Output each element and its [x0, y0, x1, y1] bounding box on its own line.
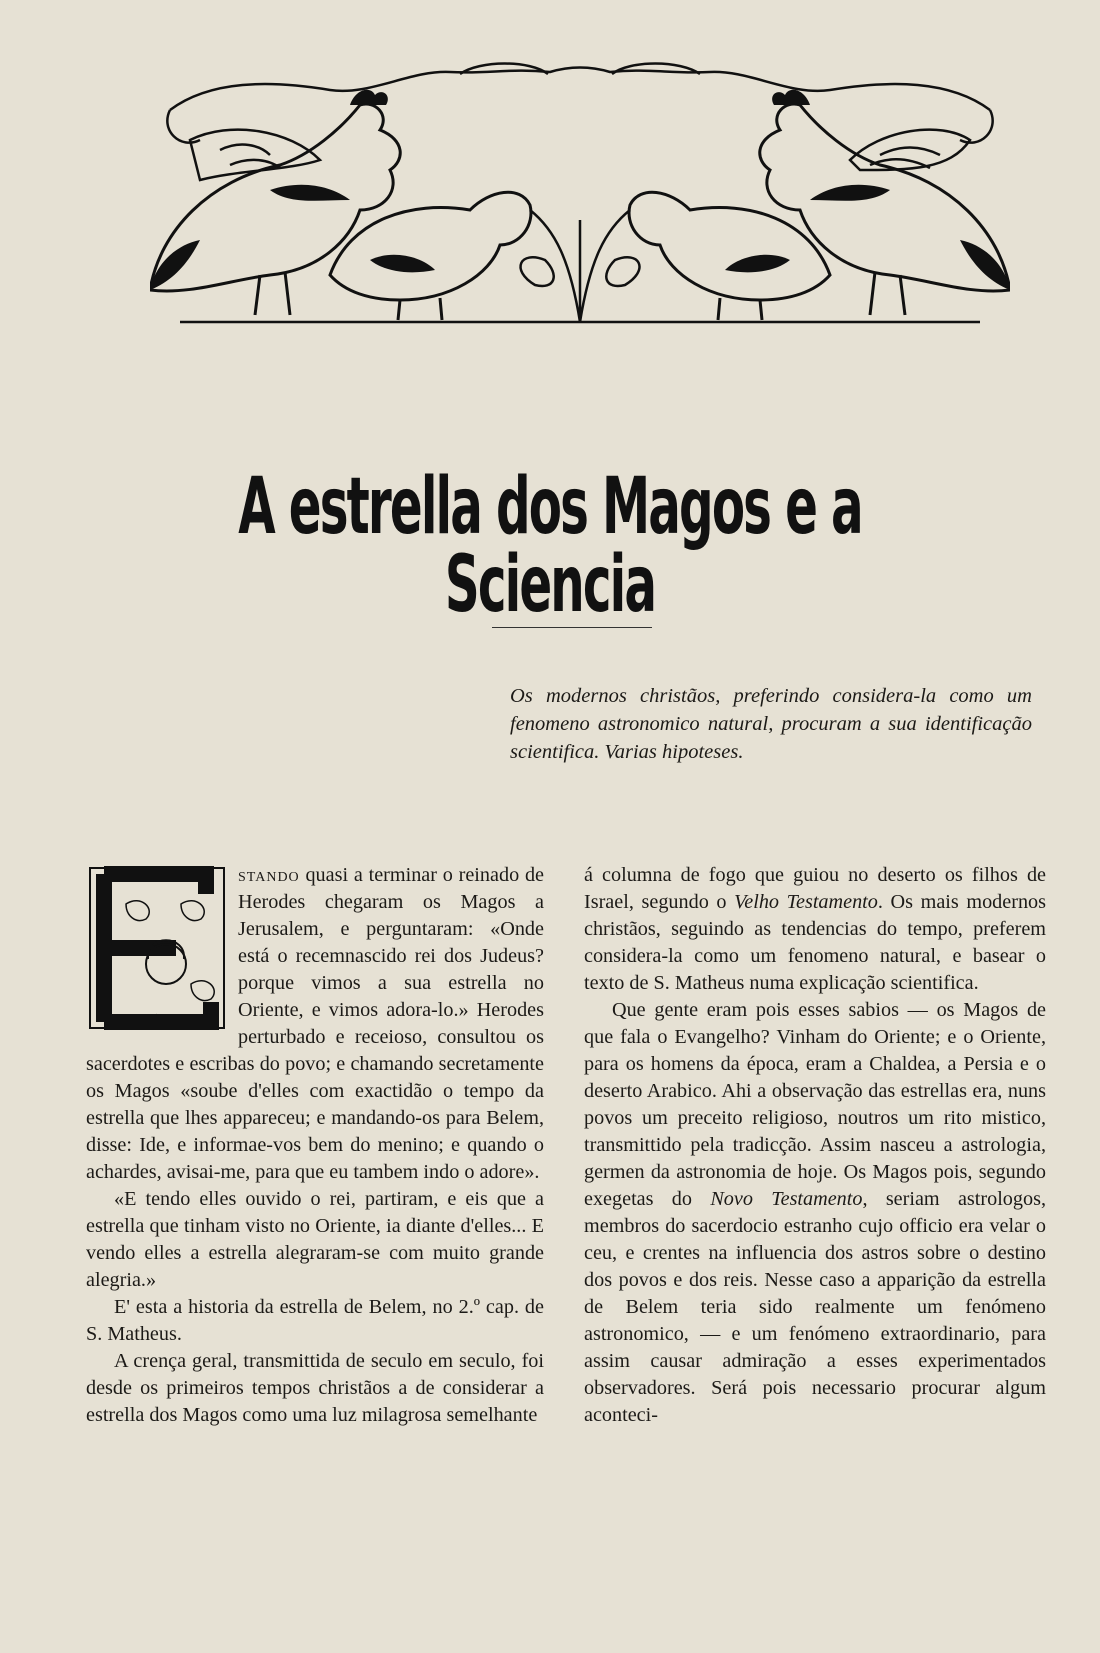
floral-dropcap-icon: [86, 864, 228, 1032]
title-divider: [492, 627, 652, 628]
paragraph-left-4: A crença geral, transmittida de seculo em seculo, foi desde os primeiros tempos christãos a de considerar a estrella dos Magos como uma luz milagrosa semelhante: [86, 1350, 544, 1426]
paragraph-right-2-b: , seriam astrologos, membros do sacerdocio estranho cujo officio era velar o ceu, e crentes na influencia dos astros sobre o destino dos povos e dos reis. Nesse caso a apparição da estrella de Belem teria sido realmente um fenómeno astronomico, — e um fenómeno extraordinario, para assim causar admiração a esses experimentados observadores. Será pois necessario procurar algum aconteci-: [584, 1188, 1046, 1426]
paragraph-left-1: quasi a terminar o reinado de Herodes chegaram os Magos a Jerusalem, e perguntaram: «Onde está o recemnascido rei dos Judeus? porque vimos a sua estrella no Oriente, e vimos adora-lo.» Herodes perturbado e receioso, consultou os sacerdotes e escribas do povo; e chamando secretamente os Magos «soube d'elles com exactidão o tempo da estrella que lhes appareceu; e mandando-os para Belem, disse: Ide, e informae-vos bem do menino; e quando o achardes, avisai-me, para que eu tambem indo o adore».: [86, 864, 544, 1183]
dropcap-letter: E: [156, 1014, 157, 1015]
paragraph-right-2: [584, 997, 1046, 1429]
opening-word: stando: [238, 864, 300, 886]
book-title-novo: Novo Testamento: [710, 1188, 863, 1210]
paragraph-left-3: E' esta a historia da estrella de Belem, no 2.º cap. de S. Matheus.: [86, 1296, 544, 1345]
article-subtitle: Os modernos christãos, preferindo considera-la como um fenomeno astronomico natural, procuram a sua identificação scientifica. Varias hipoteses.: [510, 685, 1032, 763]
paragraph-right-2-a: Que gente eram pois esses sabios — os Magos de que fala o Evangelho? Vinham do Oriente; e o Oriente, para os homens da época, eram a Chaldea, a Persia e o deserto Arabico. Ahi a observação das estrellas era, nuns povos um preceito religioso, noutros um rito mistico, transmittido pela tradicção. Assim nasceu a astrologia, germen da astronomia de hoje. Os Magos pois, segundo exegetas do: [584, 999, 1046, 1210]
paragraph-right-1: [584, 862, 1046, 997]
article-title: A estrella dos Magos e a Sciencia: [238, 462, 862, 630]
roosters-vignette-icon: [150, 60, 1010, 350]
right-column: [584, 862, 1046, 1429]
paragraph-right-1-a: á columna de fogo que guiou no deserto os filhos de Israel, segundo o: [584, 864, 1046, 913]
paragraph-right-1-b: . Os mais modernos christãos, seguindo as tendencias do tempo, preferem considera-la como um fenomeno natural, e basear o texto de S. Matheus numa explicação scientifica.: [584, 891, 1046, 994]
paragraph-left-2: «E tendo elles ouvido o rei, partiram, e eis que a estrella que tinham visto no Oriente, ia diante d'elles... E vendo elles a estrella alegraram-se com muito grande alegria.»: [86, 1188, 544, 1291]
left-column: [86, 862, 544, 1429]
book-title-velho: Velho Testamento: [734, 891, 878, 913]
